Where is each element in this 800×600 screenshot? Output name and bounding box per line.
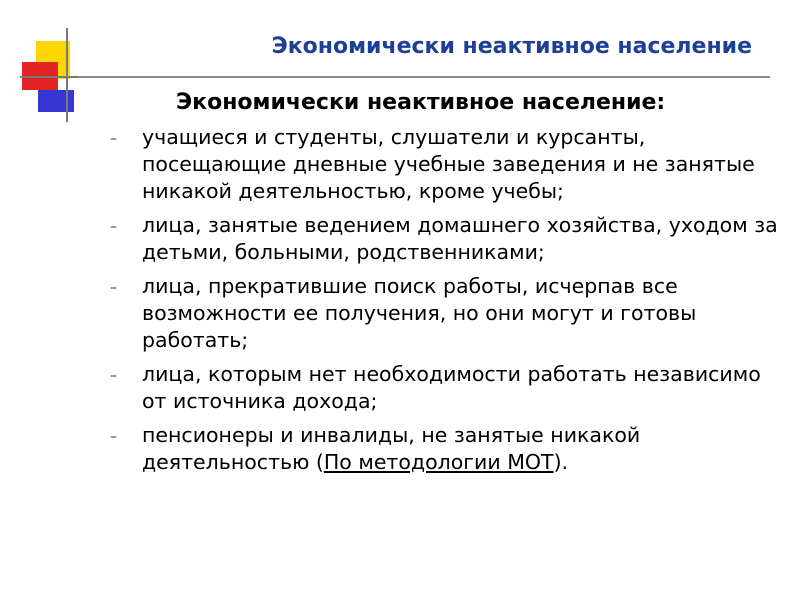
decor-blue-square: [38, 90, 74, 112]
slide-title: Экономически неактивное население: [271, 34, 752, 59]
list-item-text: лица, занятые ведением домашнего хозяйства, уходом за детьми, больными, родственниками;: [142, 213, 778, 264]
slide-content: [110, 88, 780, 483]
list-item-text: лица, прекратившие поиск работы, исчерпав все возможности ее получения, но они могут и готовы работать;: [142, 274, 697, 352]
dash-bullet-icon: –: [110, 280, 117, 296]
list-item-text-after-link: ).: [553, 450, 569, 474]
title-underline-rule: [78, 76, 770, 78]
list-item-text: учащиеся и студенты, слушатели и курсанты, посещающие дневные учебные заведения и не занятые никакой деятельностью, кроме учебы;: [142, 125, 755, 203]
list-item-text-before-link: пенсионеры и инвалиды, не занятые никакой деятельностью (: [142, 423, 641, 474]
dash-bullet-icon: –: [110, 429, 117, 445]
mot-methodology-link[interactable]: По методологии МОТ: [323, 450, 554, 474]
bullet-list: [110, 124, 780, 476]
list-item: [110, 212, 780, 266]
list-item: [110, 422, 780, 476]
decorative-squares-graphic: [0, 0, 110, 130]
dash-bullet-icon: –: [110, 368, 117, 384]
list-item: [110, 124, 780, 205]
dash-bullet-icon: –: [110, 219, 117, 235]
list-item: [110, 361, 780, 415]
content-subheading: Экономически неактивное население:: [176, 90, 666, 115]
list-item: [110, 273, 780, 354]
dash-bullet-icon: –: [110, 131, 117, 147]
list-item-text: лица, которым нет необходимости работать независимо от источника дохода;: [142, 362, 761, 413]
